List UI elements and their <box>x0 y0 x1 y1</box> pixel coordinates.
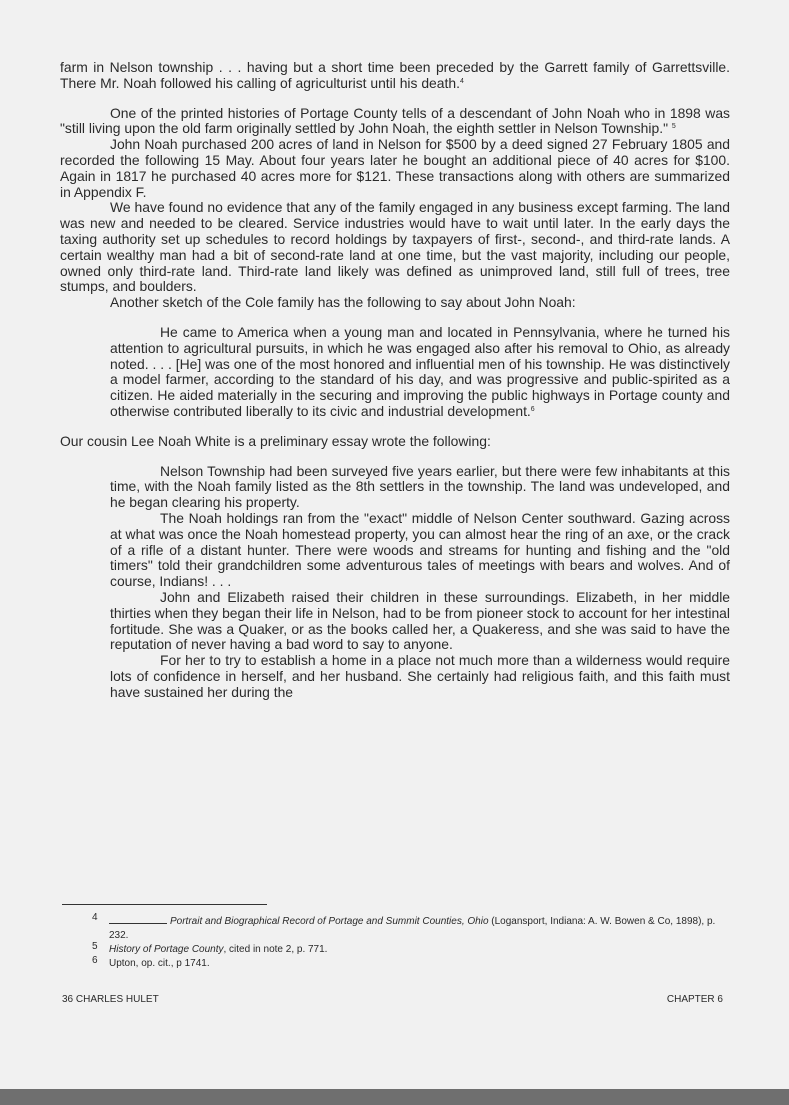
page-body <box>60 60 730 700</box>
footnote-title: Portrait and Biographical Record of Portage and Summit Counties, Ohio <box>170 916 489 927</box>
footnote-text: (Logansport, Indiana: A. W. Bowen & Co, 1898), p. 232. <box>109 916 716 941</box>
footnote-number: 4 <box>92 912 98 923</box>
footnote <box>62 914 730 943</box>
footnote-text: , cited in note 2, p. 771. <box>223 944 328 955</box>
paragraph: We have found no evidence that any of the family engaged in any business except farming. The land was new and needed to be cleared. Service industries would have to wait until later. In the early days the taxing authority set up schedules to record holdings by taxpayers of first-, second-, and third-rate lands. A certain wealthy man had a bit of second-rate land at one time, but the vast majority, including our people, owned only third-rate land. Third-rate land likely was defined as unimproved land, still full of trees, tree stumps, and boulders. <box>60 199 730 295</box>
paragraph <box>60 106 730 138</box>
quote-paragraph: For her to try to establish a home in a place not much more than a wilderness would require lots of confidence in herself, and her husband. She certainly had religious faith, and this faith must have sustained her during the <box>110 652 730 700</box>
block-quote <box>110 464 730 701</box>
author-blank-line <box>109 914 167 924</box>
footnote <box>62 957 730 971</box>
footer-page-label: 36 CHARLES HULET <box>62 994 159 1005</box>
paragraph-text: One of the printed histories of Portage County tells of a descendant of John Noah who in 1898 was "still living upon the old farm originally settled by John Noah, the eighth settler in Nelson Township." <box>60 104 730 137</box>
footnote <box>62 943 730 957</box>
footnote-number: 6 <box>92 955 98 966</box>
footnote-title: History of Portage County <box>109 944 224 955</box>
paragraph <box>60 60 730 92</box>
quote-paragraph: The Noah holdings ran from the "exact" middle of Nelson Center southward. Gazing across at what was once the Noah homestead property, you can almost hear the ring of an axe, or the crack of a rifle of a distant hunter. There were woods and streams for hunting and fishing and the "old timers" told their grandchildren some adventurous tales of meetings with bears and wolves. And of course, Indians! . . . <box>110 509 730 590</box>
scan-edge-band <box>0 1089 789 1105</box>
footer-chapter-label: CHAPTER 6 <box>666 994 723 1005</box>
footnote-number: 5 <box>92 941 98 952</box>
footnote-ref: 6 <box>530 405 535 413</box>
footnote-text: Upton, op. cit., p 1741. <box>109 958 210 969</box>
paragraph: Our cousin Lee Noah White is a preliminary essay wrote the following: <box>60 432 491 449</box>
footnote-divider <box>62 904 267 905</box>
quote-paragraph: John and Elizabeth raised their children in these surroundings. Elizabeth, in her middle thirties when they began their life in Nelson, had to be from pioneer stock to account for her intestinal fortitude. She was a Quaker, or as the books called her, a Quakeress, and she was said to have the reputation of never having a bad word to say to anyone. <box>110 588 730 653</box>
quote-text: He came to America when a young man and located in Pennsylvania, where he turned his attention to agricultural pursuits, in which he was engaged also after his removal to Ohio, as already noted. . . . [He] was one of the most honored and influential men of his township. He was distinctively a model farmer, according to the standard of his day, and was progressive and public-spirited as a citizen. He aided materially in the securing and improving the public highways in Portage county and otherwise contributed liberally to its civic and industrial development. <box>110 323 730 419</box>
paragraph: Another sketch of the Cole family has the following to say about John Noah: <box>110 294 576 311</box>
paragraph-text: farm in Nelson township . . . having but a short time been preceded by the Garrett family of Garrettsville. There Mr. Noah followed his calling of agriculturist until his death. <box>60 59 730 91</box>
quote-paragraph: Nelson Township had been surveyed five years earlier, but there were few inhabitants at this time, with the Noah family listed as the 8th settlers in the township. The land was undeveloped, and he began clearing his property. <box>110 462 730 511</box>
paragraph: John Noah purchased 200 acres of land in Nelson for $500 by a deed signed 27 February 1805 and recorded the following 15 May. About four years later he bought an additional piece of 40 acres for $100. Again in 1817 he purchased 40 acres more for $121. These transactions along with others are summarized in Appendix F. <box>60 136 730 200</box>
footnote-ref: 4 <box>459 77 464 85</box>
quote-paragraph <box>110 325 730 420</box>
block-quote <box>110 325 730 420</box>
footnotes <box>62 914 730 971</box>
footnote-ref: 5 <box>671 123 676 131</box>
